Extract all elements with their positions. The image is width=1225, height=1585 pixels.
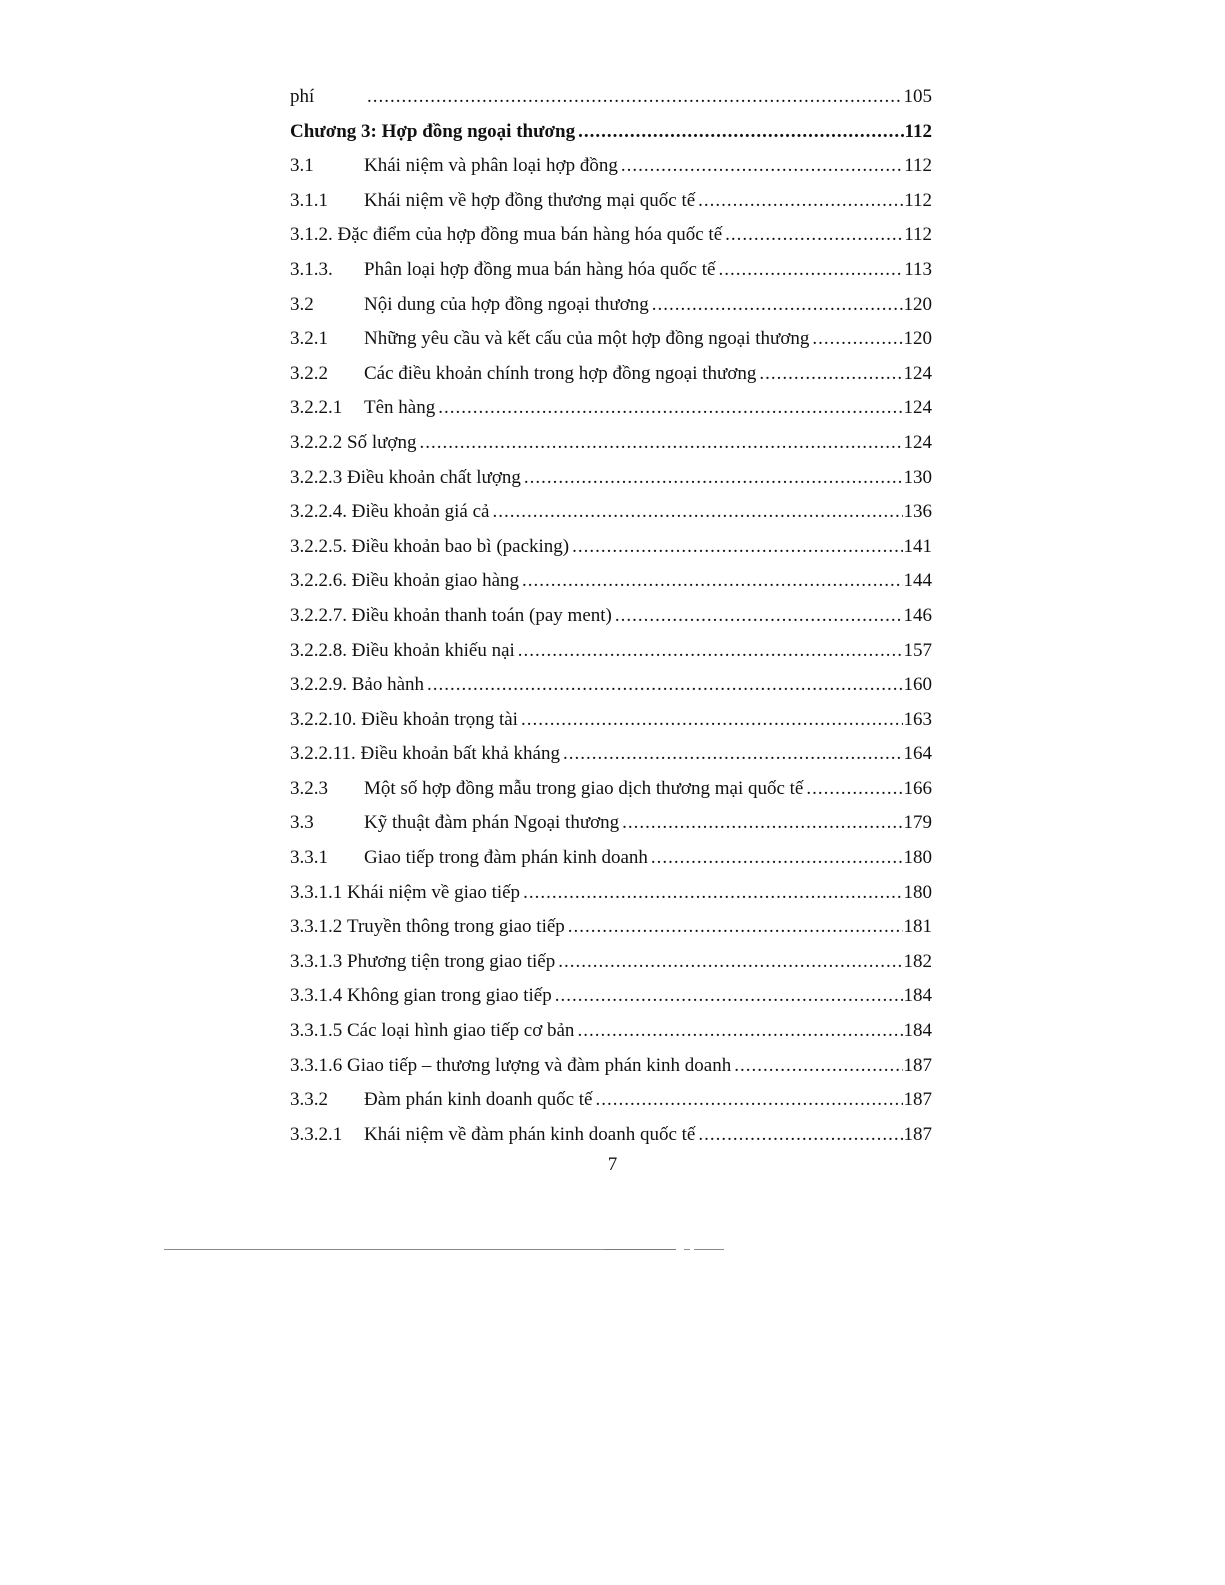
toc-entry-page: 181 (903, 916, 932, 938)
toc-entry-title: Điều khoản bất khả kháng (360, 743, 560, 765)
toc-entry-title: Điều khoản thanh toán (pay ment) (351, 604, 612, 626)
toc-entry-title: Khái niệm và phân loại hợp đồng (364, 155, 618, 177)
footer-divider (684, 1249, 690, 1250)
toc-entry-title: Bảo hành (351, 674, 425, 696)
toc-entry-title: Số lượng (347, 431, 417, 453)
toc-entry-page: 105 (903, 86, 932, 107)
toc-entry-number: 3.3.1.2 (290, 916, 343, 938)
dot-leader (518, 634, 903, 669)
toc-entry[interactable] (290, 841, 932, 876)
toc-entry-page: 180 (903, 847, 932, 869)
toc-chapter-heading[interactable] (290, 115, 932, 150)
dot-leader (595, 1083, 902, 1118)
dot-leader (806, 772, 902, 807)
toc-entry-page: 160 (903, 674, 932, 696)
toc-entry-title: Truyền thông trong giao tiếp (347, 916, 565, 938)
toc-entry[interactable] (290, 703, 932, 738)
toc-entry[interactable] (290, 218, 932, 253)
toc-entry-number: 3.2.2.11. (290, 743, 356, 765)
toc-entry-number: 3.3.2 (290, 1089, 328, 1111)
dot-leader (558, 945, 902, 980)
toc-entry-page: 187 (903, 1123, 932, 1145)
toc-entry[interactable] (290, 772, 932, 807)
dot-leader (577, 1014, 902, 1049)
toc-entry-page: 141 (903, 535, 932, 557)
dot-leader (521, 703, 903, 738)
toc-entry[interactable] (290, 806, 932, 841)
toc-entry-page: 112 (904, 155, 932, 177)
toc-entry[interactable] (290, 599, 932, 634)
toc-entry-number: 3.3.1.1 (290, 881, 343, 903)
toc-entry-number: 3.3.1.5 (290, 1020, 343, 1042)
dot-leader (622, 806, 902, 841)
toc-entry[interactable] (290, 979, 932, 1014)
toc-entry-title: Phân loại hợp đồng mua bán hàng hóa quốc tế (364, 258, 716, 280)
toc-entry-page: 136 (903, 501, 932, 523)
toc-entry-page: 113 (904, 258, 932, 280)
toc-entry-title: Kỹ thuật đàm phán Ngoại thương (364, 812, 620, 834)
toc-entry-number: 3.2.2.9. (290, 674, 347, 696)
toc-entry-page: 164 (903, 743, 932, 765)
toc-entry-title: Các điều khoản chính trong hợp đồng ngoại thương (364, 362, 757, 384)
toc-entry-number: 3.2.2.3 (290, 466, 343, 488)
toc-entry-page: 124 (903, 431, 932, 453)
footer-divider (604, 1249, 676, 1250)
toc-entry[interactable] (290, 876, 932, 911)
dot-leader (367, 80, 903, 115)
toc-entry-number: phí (290, 86, 315, 107)
dot-leader (718, 253, 903, 288)
toc-entry-page: 163 (903, 708, 932, 730)
toc-entry[interactable] (290, 288, 932, 323)
toc-entry-page: 112 (904, 189, 932, 211)
toc-entry-page: 112 (904, 120, 932, 142)
toc-entry-number: 3.3 (290, 812, 314, 834)
toc-entry[interactable] (290, 1014, 932, 1049)
toc-entry-page: 184 (903, 985, 932, 1007)
dot-leader (524, 461, 903, 496)
toc-entry-title: Khái niệm về đàm phán kinh doanh quốc tế (364, 1123, 696, 1145)
toc-entry-page: 182 (903, 950, 932, 972)
dot-leader (568, 910, 903, 945)
toc-entry-number: 3.2.3 (290, 777, 328, 799)
toc-entry-number: 3.3.1 (290, 847, 328, 869)
toc-entry[interactable] (290, 253, 932, 288)
toc-entry-title: Tên hàng (364, 397, 436, 419)
dot-leader (427, 668, 902, 703)
toc-entry-number: 3.1.3. (290, 258, 333, 280)
toc-entry-title: Điều khoản bao bì (packing) (351, 535, 570, 557)
toc-entry-page: 124 (903, 362, 932, 384)
toc-entry[interactable] (290, 80, 932, 115)
toc-entry-number: Chương 3: Hợp đồng ngoại thương (290, 120, 576, 142)
toc-entry-page: 157 (903, 639, 932, 661)
toc-entry-number: 3.2.2.4. (290, 501, 347, 523)
dot-leader (615, 599, 903, 634)
toc-entry[interactable] (290, 1083, 932, 1118)
toc-entry-title: Khái niệm về giao tiếp (347, 881, 521, 903)
toc-entry-title: Các loại hình giao tiếp cơ bản (347, 1020, 575, 1042)
dot-leader (812, 322, 902, 357)
dot-leader (698, 184, 903, 219)
dot-leader (759, 357, 902, 392)
toc-entry[interactable] (290, 357, 932, 392)
footer-divider (694, 1249, 724, 1250)
toc-entry-title: Những yêu cầu và kết cấu của một hợp đồng ngoại thương (364, 328, 810, 350)
toc-entry-title: Khái niệm về hợp đồng thương mại quốc tế (364, 189, 696, 211)
toc-entry-page: 184 (903, 1020, 932, 1042)
dot-leader (419, 426, 902, 461)
toc-entry-number: 3.2.2.5. (290, 535, 347, 557)
toc-entry[interactable] (290, 1118, 932, 1153)
dot-leader (725, 218, 903, 253)
toc-entry-number: 3.2.2.8. (290, 639, 347, 661)
dot-leader (522, 564, 902, 599)
toc-entry[interactable] (290, 184, 932, 219)
toc-entry-number: 3.1.2. (290, 224, 333, 246)
dot-leader (621, 149, 903, 184)
toc-entry-page: 180 (903, 881, 932, 903)
toc-entry-number: 3.3.2.1 (290, 1123, 343, 1145)
toc-entry-title: Điều khoản khiếu nại (351, 639, 515, 661)
toc-entry-page: 124 (903, 397, 932, 419)
toc-entry[interactable] (290, 426, 932, 461)
dot-leader (438, 391, 902, 426)
toc-entry-number: 3.2.2.7. (290, 604, 347, 626)
toc-entry-page: 112 (904, 224, 932, 246)
toc-entry-number: 3.2.2.1 (290, 397, 343, 419)
toc-entry[interactable] (290, 1049, 932, 1084)
toc-entry[interactable] (290, 564, 932, 599)
toc-entry-page: 120 (903, 328, 932, 350)
dot-leader (572, 530, 902, 565)
toc-entry-page: 187 (903, 1089, 932, 1111)
toc-entry[interactable] (290, 910, 932, 945)
footer-divider (164, 1249, 604, 1250)
toc-entry[interactable] (290, 391, 932, 426)
toc-entry-title: Điều khoản trọng tài (361, 708, 518, 730)
toc-entry[interactable] (290, 149, 932, 184)
toc-entry[interactable] (290, 530, 932, 565)
toc-entry-number: 3.2.2.10. (290, 708, 357, 730)
toc-entry-title: Điều khoản giao hàng (351, 570, 520, 592)
table-of-contents (290, 80, 932, 1152)
toc-entry-number: 3.2 (290, 293, 314, 315)
toc-entry-page: 179 (903, 812, 932, 834)
dot-leader (651, 841, 903, 876)
toc-entry-title: Điều khoản chất lượng (347, 466, 521, 488)
page-number: 7 (607, 1154, 618, 1175)
toc-entry-number: 3.2.2.2 (290, 431, 343, 453)
toc-entry-number: 3.1.1 (290, 189, 328, 211)
toc-entry[interactable] (290, 322, 932, 357)
toc-entry-title: Nội dung của hợp đồng ngoại thương (364, 293, 649, 315)
toc-entry-number: 3.2.1 (290, 328, 328, 350)
toc-entry-number: 3.3.1.3 (290, 950, 343, 972)
toc-entry-title: Không gian trong giao tiếp (347, 985, 552, 1007)
toc-entry-title: Phương tiện trong giao tiếp (347, 950, 556, 972)
toc-entry-page: 144 (903, 570, 932, 592)
toc-entry-number: 3.3.1.4 (290, 985, 343, 1007)
toc-entry-page: 130 (903, 466, 932, 488)
dot-leader (523, 876, 902, 911)
toc-entry[interactable] (290, 737, 932, 772)
toc-entry-title: Đàm phán kinh doanh quốc tế (364, 1089, 593, 1111)
dot-leader (563, 737, 903, 772)
toc-entry-page: 120 (903, 293, 932, 315)
toc-entry[interactable] (290, 945, 932, 980)
toc-entry-title: Một số hợp đồng mẫu trong giao dịch thương mại quốc tế (364, 777, 804, 799)
dot-leader (492, 495, 902, 530)
toc-entry-title: Điều khoản giá cả (351, 501, 490, 523)
toc-entry-page: 187 (903, 1054, 932, 1076)
toc-entry-number: 3.1 (290, 155, 314, 177)
toc-entry-page: 146 (903, 604, 932, 626)
toc-entry-title: Giao tiếp – thương lượng và đàm phán kinh doanh (347, 1054, 732, 1076)
dot-leader (734, 1049, 902, 1084)
dot-leader (698, 1118, 902, 1153)
toc-entry-page: 166 (903, 777, 932, 799)
toc-entry-title: Đặc điểm của hợp đồng mua bán hàng hóa quốc tế (337, 224, 723, 246)
toc-entry[interactable] (290, 634, 932, 669)
toc-entry-number: 3.3.1.6 (290, 1054, 343, 1076)
toc-entry-title: Giao tiếp trong đàm phán kinh doanh (364, 847, 648, 869)
dot-leader (652, 288, 903, 323)
toc-entry[interactable] (290, 495, 932, 530)
dot-leader (578, 115, 903, 150)
toc-entry-number: 3.2.2 (290, 362, 328, 384)
toc-entry[interactable] (290, 461, 932, 496)
toc-entry[interactable] (290, 668, 932, 703)
toc-entry-number: 3.2.2.6. (290, 570, 347, 592)
dot-leader (555, 979, 903, 1014)
